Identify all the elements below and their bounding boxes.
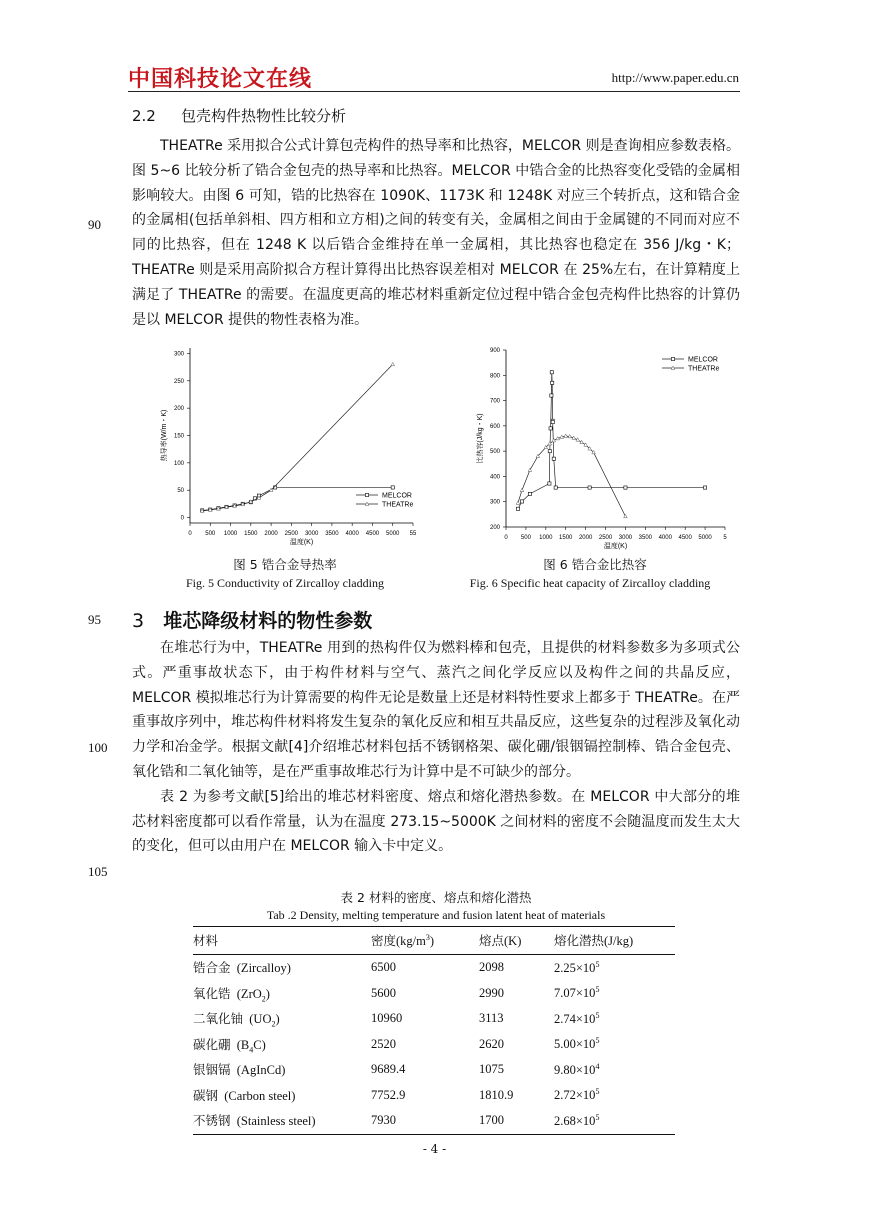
x-tick-label: 4000 [345, 531, 359, 537]
x-tick-label: 1000 [223, 531, 238, 537]
latent-heat-value: $2.72\times 10^5$ [554, 1087, 600, 1103]
density-value: 7752.9 [371, 1087, 406, 1102]
x-tick-label: 5000 [386, 531, 400, 537]
density-value: 10960 [371, 1011, 403, 1026]
material-name: 碳钢 (Carbon steel) [193, 1088, 296, 1103]
data-point [552, 457, 555, 460]
x-axis-label: 温度(K) [603, 543, 628, 550]
data-point [548, 450, 551, 453]
data-point [551, 381, 554, 384]
y-tick-label: 200 [489, 525, 500, 531]
x-tick-label: 2500 [284, 531, 299, 537]
y-tick-label: 500 [489, 449, 500, 456]
x-tick-label: 2000 [264, 531, 278, 537]
materials-table [193, 926, 675, 1135]
y-tick-label: 200 [173, 406, 184, 413]
x-tick-label: 1500 [559, 535, 573, 541]
table-row [193, 1083, 675, 1109]
journal-logo: 中国科技论文在线 [128, 67, 313, 92]
fig5-conductivity-chart [158, 340, 430, 554]
page-number: - 4 - [422, 1142, 447, 1156]
data-point [580, 440, 584, 443]
series-line-melcor [202, 487, 393, 510]
x-tick-label: 3000 [304, 531, 319, 537]
x-tick-label: 500 [520, 535, 531, 541]
table-header-row [193, 927, 675, 955]
fig5-caption-en: Fig. 5 Conductivity of Zircalloy cladding [186, 576, 384, 590]
latent-heat-value: $9.80\times 10^4$ [554, 1061, 600, 1077]
data-point [548, 482, 551, 485]
section-2-2-paragraph [132, 134, 740, 332]
material-name: 银铟镉 (AgInCd) [193, 1063, 286, 1077]
data-point [520, 488, 524, 491]
col-header-melting-point: 熔点(K) [479, 927, 554, 955]
legend-label: MELCOR [382, 492, 412, 500]
table-row [193, 981, 675, 1007]
paragraph: THEATRe 采用拟合公式计算包壳构件的热导率和比热容，MELCOR 则是查询相应参数表格。图 5~6 比较分析了锆合金包壳的热导率和比热容。MELCOR 中锆合金的比热容变化受锆的金属相影响较大。由图 6 可知，锆的比热容在 1090K、1173K 和 1248K 对应三个转折点，这和锆合金的金属相(包括单斜相、四方相和立方相)之间的转变有关，金属相之间由于金属键的不同而对应不同的比热容，但在 1248 K 以后锆合金维持在单一金属相，其比热容也稳定在 356 J/kg・K；THEATRe 则是采用高阶拟合方程计算得出比热容误差相对 MELCOR 在 25%左右，在计算精度上满足了 THEATRe 的需要。在温度更高的堆芯材料重新定位过程中锆合金包壳构件比热容的计算仍是以 MELCOR 提供的物性表格为准。 [132, 138, 740, 328]
line-number: 90 [88, 217, 101, 232]
legend-marker [365, 493, 368, 496]
x-tick-label: 0 [188, 531, 192, 537]
x-axis-label: 温度(K) [289, 539, 314, 546]
data-point [528, 492, 531, 495]
y-tick-label: 0 [180, 515, 184, 522]
density-value: 5600 [371, 985, 396, 1000]
data-point [584, 443, 588, 446]
melting-point-value: 2990 [479, 985, 504, 1000]
melting-point-value: 1700 [479, 1108, 554, 1134]
x-tick-label: 4500 [678, 535, 692, 541]
section-title: 堆芯降级材料的物性参数 [163, 610, 373, 632]
data-point [391, 486, 394, 489]
data-point [516, 501, 520, 504]
legend-marker [671, 357, 674, 360]
section-2-2-heading [132, 105, 346, 126]
latent-heat-value: $5.00\times 10^5$ [554, 1036, 600, 1052]
y-tick-label: 900 [489, 348, 500, 354]
latent-heat-value: $2.25\times 10^5$ [554, 959, 600, 975]
col-header-density: 密度$(kg/m^3)$ [371, 927, 479, 955]
paragraph: 在堆芯行为中，THEATRe 用到的热构件仅为燃料棒和包壳，且提供的材料参数多为多项式公式。严重事故状态下，由于构件材料与空气、蒸汽之间化学反应以及构件之间的共晶反应，MELCOR 模拟堆芯行为计算需要的构件无论是数量上还是材料特性要求上都多于 THEATRe。在严重事故序列中，堆芯构件材料将发生复杂的氧化反应和相互共晶反应，这些复杂的过程涉及氧化动力学和冶金学。根据文献[4]介绍堆芯材料包括不锈钢格架、碳化硼/银铟镉控制棒、锆合金包壳、氧化锆和二氧化铀等，是在严重事故堆芯行为计算中是不可缺少的部分。 [132, 640, 740, 780]
material-name: 碳化硼 $(B_4C)$ [193, 1037, 266, 1054]
table2-caption-en: Tab .2 Density, melting temperature and fusion latent heat of materials [266, 908, 606, 922]
y-tick-label: 600 [489, 423, 500, 430]
melting-point-value: 2098 [479, 960, 504, 975]
data-point [703, 486, 706, 489]
data-point [550, 394, 553, 397]
series-line-theatre [518, 436, 626, 516]
x-tick-label: 4000 [658, 535, 672, 541]
table2-caption-cn: 表 2 材料的密度、熔点和熔化潜热 [340, 890, 532, 905]
series-line-theatre [202, 364, 393, 511]
y-tick-label: 250 [173, 378, 184, 385]
x-tick-label: 4500 [365, 531, 380, 537]
col-header-material: 材料 [193, 927, 371, 955]
section-number: 2.2 [132, 107, 156, 125]
table-row [193, 955, 675, 981]
x-tick-label: 0 [504, 535, 508, 541]
line-number: 95 [88, 612, 101, 627]
melting-point-value: 2620 [479, 1036, 504, 1051]
y-tick-label: 800 [489, 373, 500, 380]
line-number: 100 [88, 740, 108, 755]
data-point [550, 371, 553, 374]
data-point [516, 507, 519, 510]
density-value: 2520 [371, 1036, 396, 1051]
data-point [554, 486, 557, 489]
material-name: 二氧化铀 $(UO_2)$ [193, 1012, 280, 1029]
x-tick-label: 1000 [539, 535, 553, 541]
y-tick-label: 300 [173, 351, 184, 358]
fig5-caption-cn: 图 5 锆合金导热率 [233, 557, 337, 572]
data-point [520, 500, 523, 503]
melting-point-value: 3113 [479, 1011, 504, 1026]
data-point [528, 468, 532, 471]
data-point [391, 362, 395, 365]
legend-label: THEATRe [382, 501, 414, 509]
section-3-body [132, 636, 740, 859]
latent-heat-value: $7.07\times 10^5$ [554, 985, 600, 1001]
melting-point-value: 1810.9 [479, 1087, 514, 1102]
melting-point-value: 1075 [479, 1062, 504, 1077]
x-tick-label: 3500 [325, 531, 339, 537]
legend-label: THEATRe [688, 365, 720, 373]
section-3-heading [132, 606, 372, 633]
x-tick-label: 55 [409, 531, 417, 537]
table-row [193, 1108, 675, 1134]
table-row [193, 1006, 675, 1032]
data-point [624, 514, 628, 517]
header-rule [128, 91, 740, 92]
y-tick-label: 150 [173, 433, 184, 440]
y-tick-label: 50 [177, 488, 184, 495]
material-name: 锆合金 (Zircalloy) [193, 961, 291, 975]
fig6-caption-en: Fig. 6 Specific heat capacity of Zircalloy cladding [469, 576, 711, 590]
x-tick-label: 3500 [638, 535, 653, 541]
x-tick-label: 500 [205, 531, 216, 537]
y-tick-label: 300 [489, 499, 500, 506]
data-point [588, 486, 591, 489]
data-point [548, 442, 552, 445]
data-point [551, 420, 554, 423]
x-tick-label: 5 [723, 535, 727, 541]
legend-label: MELCOR [688, 356, 718, 364]
x-tick-label: 2500 [598, 535, 613, 541]
y-axis-label: 比热容(J/kg・K) [477, 413, 484, 464]
material-name: 不锈钢 (Stainless steel) [193, 1108, 371, 1134]
data-point [624, 486, 627, 489]
x-tick-label: 5000 [698, 535, 712, 541]
header-url[interactable]: http://www.paper.edu.cn [611, 70, 739, 85]
material-name: 氧化锆 (ZrO$_2$) [193, 986, 270, 1003]
density-value: 6500 [371, 960, 396, 975]
x-tick-label: 3000 [618, 535, 633, 541]
line-number: 105 [88, 864, 108, 879]
density-value: 9689.4 [371, 1062, 406, 1077]
fig6-specific-heat-chart [472, 340, 738, 554]
x-tick-label: 2000 [578, 535, 593, 541]
y-tick-label: 700 [489, 398, 500, 405]
table-row [193, 1057, 675, 1083]
paragraph: 表 2 为参考文献[5]给出的堆芯材料密度、熔点和熔化潜热参数。在 MELCOR 中大部分的堆芯材料密度都可以看作常量，认为在温度 273.15~5000K 之间材料的密度不会随温度而发生太大的变化，但可以由用户在 MELCOR 输入卡中定义。 [132, 788, 740, 855]
section-number: 3 [132, 610, 145, 632]
fig6-caption-cn: 图 6 锆合金比热容 [543, 557, 647, 572]
latent-heat-value: $2.74\times 10^5$ [554, 1010, 600, 1026]
data-point [549, 427, 552, 430]
latent-heat-value: $2.68\times 10^5$ [554, 1108, 675, 1134]
y-tick-label: 400 [489, 474, 500, 481]
y-axis-label: 热导率(W/m・K) [161, 409, 168, 462]
data-point [564, 434, 568, 437]
x-tick-label: 1500 [244, 531, 258, 537]
section-title: 包壳构件热物性比较分析 [180, 107, 346, 125]
table-row [193, 1032, 675, 1058]
col-header-latent-heat: 熔化潜热(J/kg) [554, 927, 675, 955]
density-value: 7930 [371, 1108, 479, 1134]
y-tick-label: 100 [173, 460, 184, 467]
